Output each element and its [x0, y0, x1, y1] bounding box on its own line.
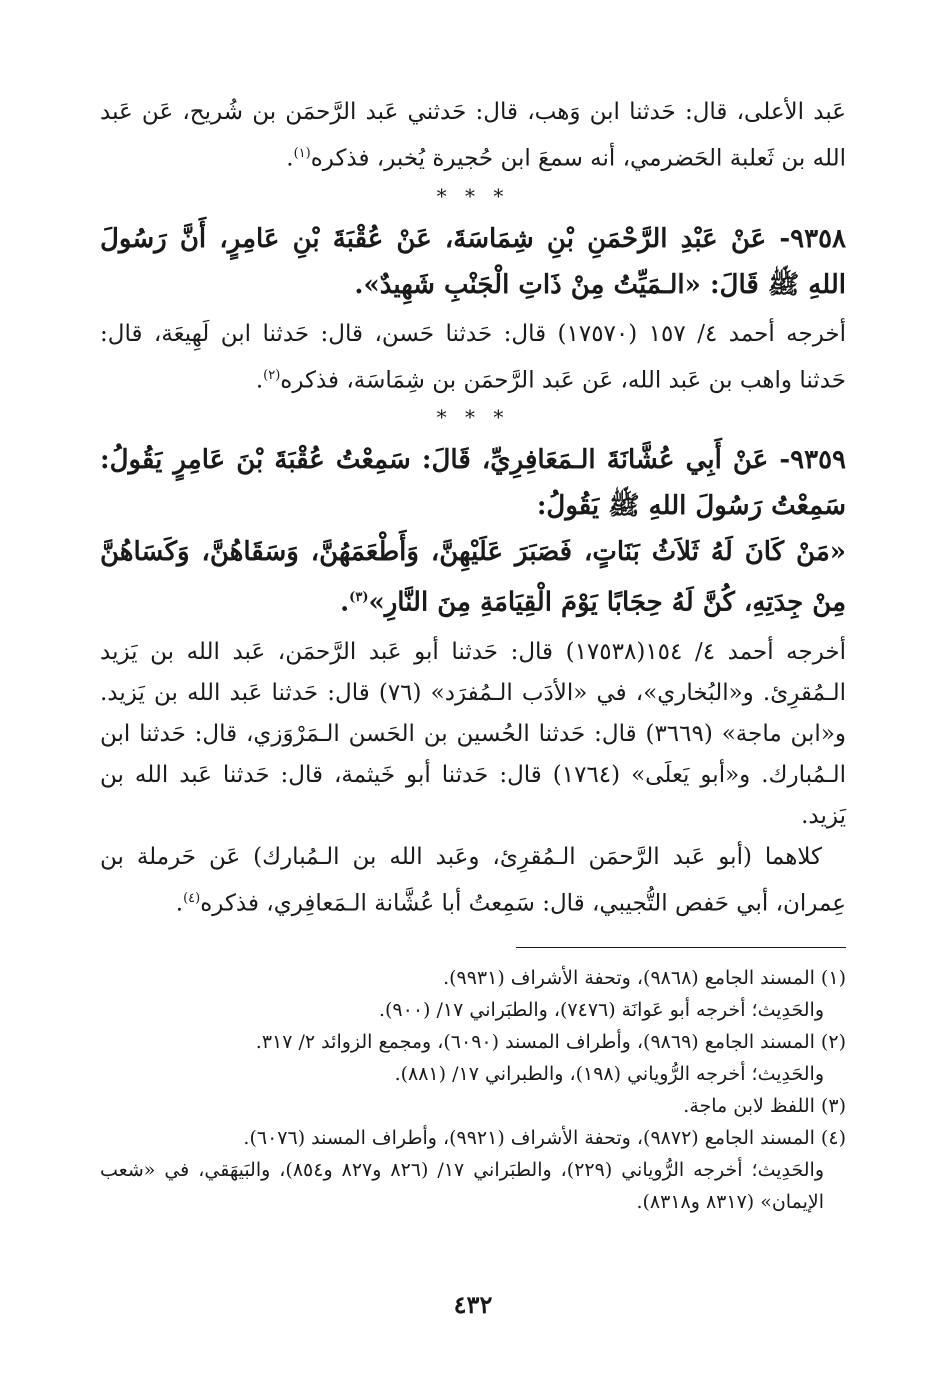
takhrij-line-1: أخرجه أحمد ٤/ ١٥٧ (١٧٥٧٠) قال: حَدثنا حَسن، قال: حَدثنا ابن لَهِيعَة، قال:: [100, 320, 847, 347]
takhrij-line-2: حَدثنا واهب بن عَبد الله، عَن عَبد الرَّحمَن بن شِمَاسَة، فذكره: [280, 367, 846, 394]
intro-paragraph: [100, 92, 846, 180]
footnote-item: (٣) اللفظ لابن ماجة.: [683, 1094, 846, 1117]
intro-line-1: عَبد الأعلى، قال: حَدثنا ابن وَهب، قال: حَدثني عَبد الرَّحمَن بن شُريح، عَن عَبد الله بن: [100, 99, 846, 172]
section-separator: * * *: [436, 405, 510, 430]
footnote-item: والحَدِيث؛ أخرجه الرُّوياني (٢٢٩)، والطبَراني ١٧/ (٨٢٦ و٨٢٧ و٨٥٤)، والبَيهَقي، في «شعب الإيمان» (٨٣١٧ و٨٣١٨).: [100, 1158, 824, 1213]
takhrij-b-text: كلاهما (أبو عَبد الرَّحمَن الـمُقرِئ، وعَبد الله بن الـمُبارك) عَن حَرملة بن عِمران، أبي حَفص التُّجيبي، قال: سَمِعتُ أبا عُشَّانة الـمَعافِري، فذكره: [100, 843, 846, 917]
footnotes: [100, 962, 846, 1218]
footnote-divider: [516, 947, 846, 948]
footnote-item: (٤) المسند الجامع (٩٨٧٢)، وتحفة الأشراف (٩٩٢١)، وأطراف المسند (٦٠٧٦).: [243, 1126, 846, 1149]
footnote-ref-3[interactable]: (٣): [349, 590, 369, 606]
takhrij-end: .: [255, 367, 264, 394]
hadith-9359-takhrij-a: أخرجه أحمد ٤/ ١٥٤(١٧٥٣٨) قال: حَدثنا أبو عَبد الرَّحمَن، عَبد الله بن يَزيد الـمُقرِئ. و«البُخاري»، في «الأدَب الـمُفرَد» (٧٦) قال: حَدثنا عَبد الله بن يَزيد. و«ابن ماجة» (٣٦٦٩) قال: حَدثنا الحُسين بن الحَسن الـمَرْوَزي، قال: حَدثنا ابن الـمُبارك. و«أبو يَعلَى» (١٧٦٤) قال: حَدثنا أبو خَيثمة، قال: حَدثنا عَبد الله بن يَزيد.: [100, 638, 847, 829]
takhrij-b-end: .: [175, 890, 184, 917]
footnote-item: (١) المسند الجامع (٩٨٦٨)، وتحفة الأشراف (٩٩٣١).: [443, 966, 846, 989]
hadith-9359-intro: ٩٣٥٩- عَنْ أَبِي عُشَّانَةَ الـمَعَافِرِيِّ، قَالَ: سَمِعْتُ عُقْبَةَ بْنَ عَامِرٍ يَقُولُ: سَمِعْتُ رَسُولَ اللهِ ﷺ يَقُولُ:: [100, 445, 846, 522]
footnote-item: (٢) المسند الجامع (٩٨٦٩)، وأطراف المسند (٦٠٩٠)، ومجمع الزوائد ٢/ ٣١٧.: [255, 1030, 846, 1053]
section-separator: * * *: [436, 183, 510, 208]
footnote-ref-4[interactable]: (٤): [183, 890, 201, 906]
footnote-item: والحَدِيث؛ أخرجه أبو عَوانَة (٧٤٧٦)، والطبَراني ١٧/ (٩٠٠).: [378, 998, 824, 1021]
hadith-9359-matn: [100, 529, 846, 626]
page-number: ٤٣٢: [453, 1290, 493, 1319]
intro-line-2-end: .: [286, 145, 294, 172]
footnote-item: والحَدِيث؛ أخرجه الرُّوياني (١٩٨)، والطبراني ١٧/ (٨٨١).: [394, 1062, 824, 1085]
quote-end: .: [340, 587, 350, 618]
hadith-9359-takhrij-b: [100, 837, 846, 925]
footnote-ref-2[interactable]: (٢): [263, 367, 281, 383]
hadith-9359-quote: «مَنْ كَانَ لَهُ ثَلاَثُ بَنَاتٍ، فَصَبَرَ عَلَيْهِنَّ، وَأَطْعَمَهُنَّ، وَسَقَاهُنَّ، وَكَسَاهُنَّ مِنْ جِدَتِهِ، كُنَّ لَهُ حِجَابًا يَوْمَ الْقِيَامَةِ مِنَ النَّارِ»: [100, 537, 846, 618]
footnote-ref-1[interactable]: (١): [293, 146, 311, 161]
hadith-9358-text: ٩٣٥٨- عَنْ عَبْدِ الرَّحْمَنِ بْنِ شِمَاسَةَ، عَنْ عُقْبَةَ بْنِ عَامِرٍ، أَنَّ رَسُولَ اللهِ ﷺ قَالَ: «الـمَيِّتُ مِنْ ذَاتِ الْجَنْبِ شَهِيدٌ».: [100, 223, 846, 300]
intro-line-2: ثَعلبة الحَضرمي، أنه سمعَ ابن حُجيرة يُخبر، فذكره: [310, 145, 775, 172]
hadith-9358-takhrij: [100, 314, 846, 402]
